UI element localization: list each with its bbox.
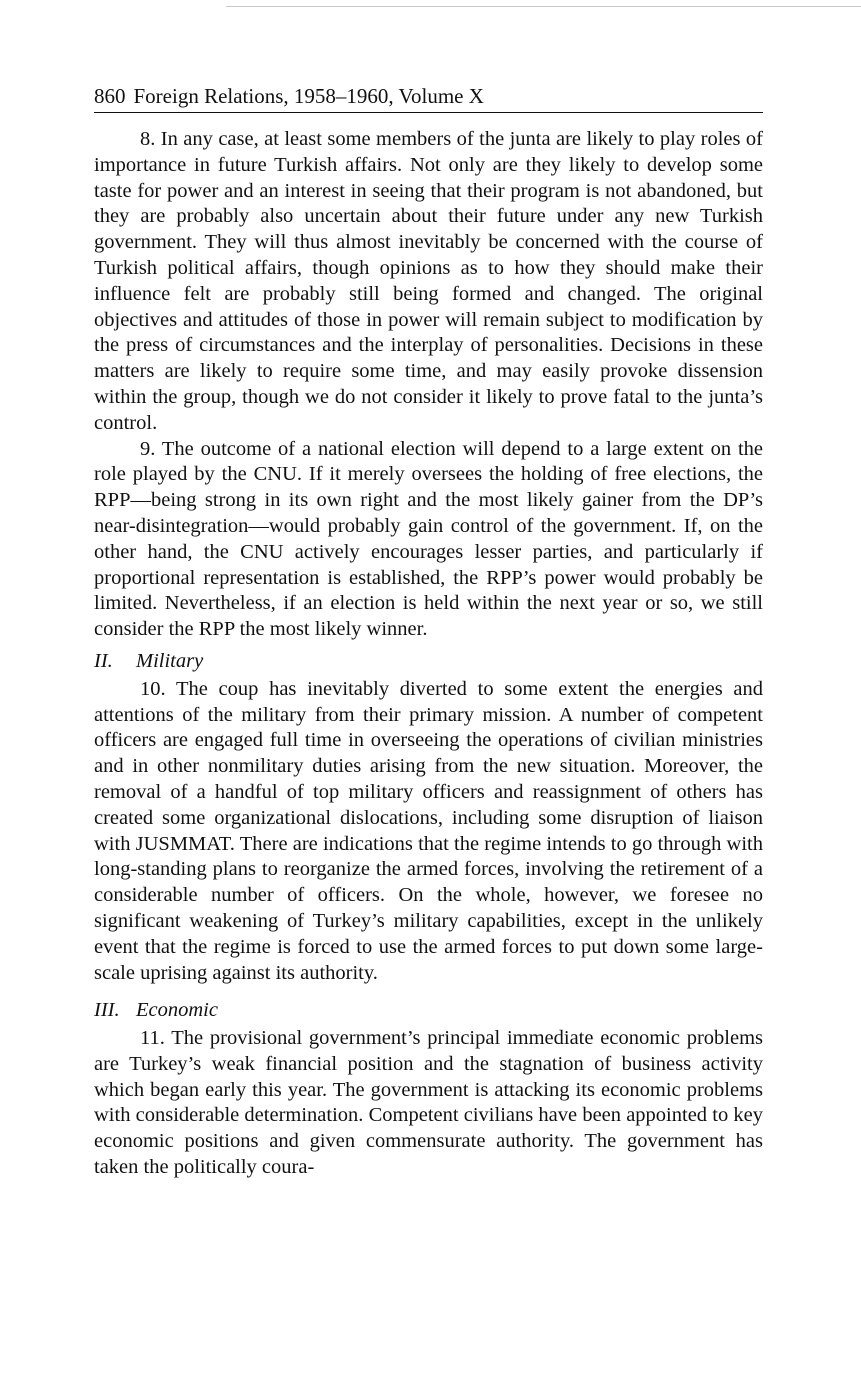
- top-edge-rule: [226, 6, 861, 7]
- page-number: 860: [94, 84, 126, 108]
- paragraph-8: 8. In any case, at least some members of the junta are likely to play roles of importance in future Turkish affairs. Not only are they likely to develop some taste for power and an interest in seeing that their program is not abandoned, but they are probably also uncertain about their future under any new Turkish government. They will thus almost inevitably be concerned with the course of Turkish political affairs, though opinions as to how they should make their influence felt are probably still being formed and changed. The original objectives and attitudes of those in power will remain subject to modification by the press of circumstances and the interplay of personalities. Decisions in these matters are likely to require some time, and may easily provoke dissension within the group, though we do not consider it likely to prove fatal to the junta’s control.: [94, 128, 763, 434]
- running-header: [94, 80, 763, 113]
- section-title: Economic: [136, 999, 218, 1022]
- document-page: [94, 80, 763, 1181]
- volume-title: Foreign Relations, 1958–1960, Volume X: [133, 84, 484, 108]
- paragraph-11: 11. The provisional government’s principal immediate economic problems are Turkey’s weak financial position and the stagnation of business activity which began early this year. The government is attacking its economic problems with considerable determination. Competent civilians have been appointed to key economic positions and given commensurate authority. The government has taken the politically coura-: [94, 1027, 763, 1179]
- paragraph-9: 9. The outcome of a national election will depend to a large extent on the role played by the CNU. If it merely oversees the holding of free elections, the RPP—being strong in its own right and the most likely gainer from the DP’s near-disintegration—would probably gain control of the government. If, on the other hand, the CNU actively encourages lesser parties, and particularly if proportional representation is established, the RPP’s power would probably be limited. Nevertheless, if an election is held within the next year or so, we still consider the RPP the most likely winner.: [94, 437, 763, 641]
- section-numeral: II.: [94, 649, 113, 672]
- section-heading-military: [94, 649, 763, 675]
- section-numeral: III.: [94, 999, 120, 1022]
- section-title: Military: [136, 649, 204, 672]
- paragraph-10: 10. The coup has inevitably diverted to some extent the energies and attentions of the military from their primary mission. A number of competent officers are engaged full time in overseeing the operations of civilian ministries and in other nonmilitary duties arising from the new situation. Moreover, the removal of a handful of top military officers and reassignment of others has created some organizational dislocations, including some disruption of liaison with JUSMMAT. There are indications that the regime intends to go through with long-standing plans to reorganize the armed forces, involving the retirement of a considerable number of officers. On the whole, however, we foresee no significant weakening of Turkey’s military capabilities, except in the unlikely event that the regime is forced to use the armed forces to put down some large-scale uprising against its authority.: [94, 677, 763, 984]
- section-heading-economic: [94, 998, 763, 1024]
